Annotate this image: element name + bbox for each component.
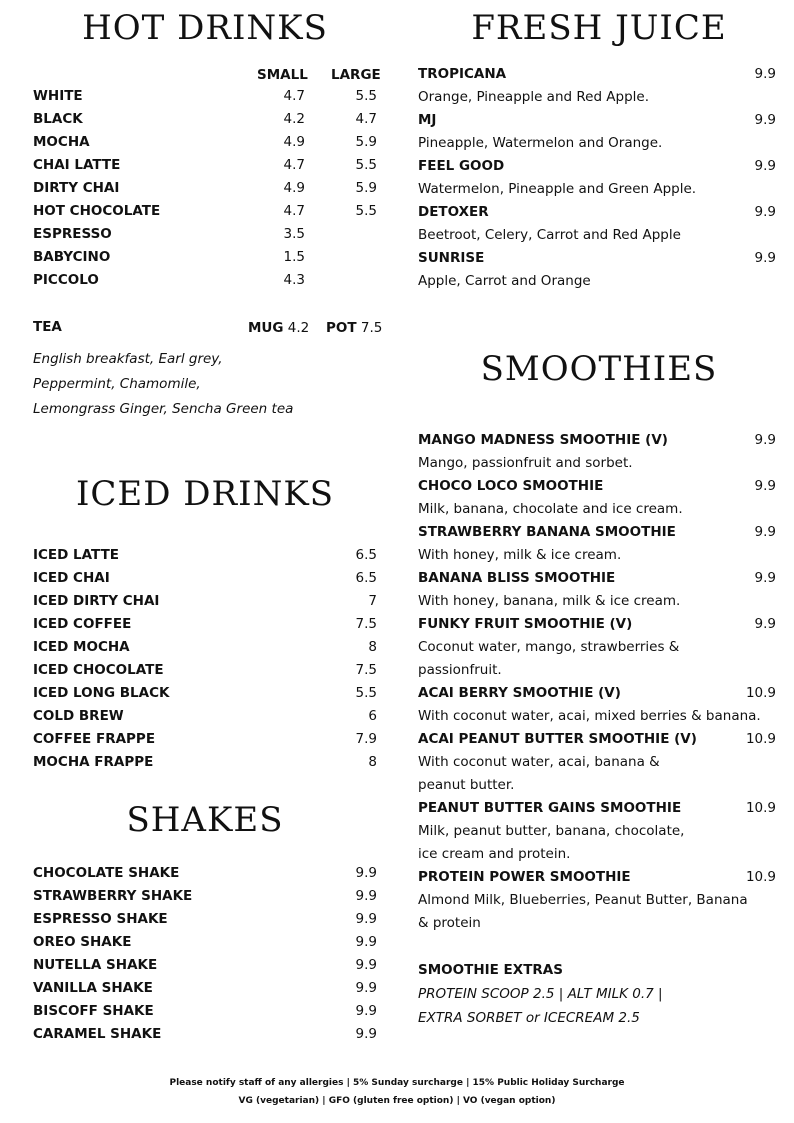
menu-row: [418, 109, 776, 132]
tea-name: TEA: [33, 319, 62, 335]
item-name: PEANUT BUTTER GAINS SMOOTHIE: [418, 800, 682, 816]
item-name: FUNKY FRUIT SMOOTHIE (V): [418, 616, 633, 632]
menu-row: [33, 246, 377, 269]
menu-row: [33, 613, 377, 636]
menu-row: [418, 728, 776, 751]
large-price: 5.9: [355, 134, 377, 150]
large-price: 5.9: [355, 180, 377, 196]
menu-row: [33, 908, 377, 931]
item-description: [418, 843, 776, 866]
item-price: 8: [368, 639, 377, 655]
item-price: 9.9: [355, 865, 377, 881]
item-name: BLACK: [33, 111, 83, 127]
item-name: STRAWBERRY BANANA SMOOTHIE: [418, 524, 676, 540]
item-name: ICED COFFEE: [33, 616, 132, 632]
fresh-juice-list: [418, 63, 776, 293]
item-name: ICED CHAI: [33, 570, 110, 586]
menu-row: [418, 613, 776, 636]
hot-drinks-title: HOT DRINKS: [82, 8, 328, 48]
item-name: ICED MOCHA: [33, 639, 130, 655]
tea-variety-line: English breakfast, Earl grey,: [33, 351, 223, 367]
item-name: PICCOLO: [33, 272, 99, 288]
menu-row: [418, 797, 776, 820]
item-name: CARAMEL SHAKE: [33, 1026, 162, 1042]
smoothies-title: SMOOTHIES: [480, 349, 718, 389]
item-name: BANANA BLISS SMOOTHIE: [418, 570, 616, 586]
item-price: 5.5: [355, 685, 377, 701]
menu-row: [33, 931, 377, 954]
description-line: ice cream and protein.: [418, 846, 571, 862]
item-name: CHOCOLATE SHAKE: [33, 865, 180, 881]
smoothie-extras-line: EXTRA SORBET or ICECREAM 2.5: [418, 1010, 640, 1026]
menu-row: [33, 659, 377, 682]
smoothie-extras-title: SMOOTHIE EXTRAS: [418, 962, 563, 978]
item-description: [418, 270, 776, 293]
menu-row: [33, 885, 377, 908]
description-line: Beetroot, Celery, Carrot and Red Apple: [418, 227, 681, 243]
tea-mug-label: MUG: [248, 320, 284, 336]
item-price: 9.9: [754, 158, 776, 174]
item-name: VANILLA SHAKE: [33, 980, 153, 996]
item-name: OREO SHAKE: [33, 934, 132, 950]
item-name: MOCHA FRAPPE: [33, 754, 154, 770]
menu-row: [418, 247, 776, 270]
item-price: 7.5: [355, 616, 377, 632]
menu-row: [33, 85, 377, 108]
menu-row: [33, 223, 377, 246]
item-price: 9.9: [754, 432, 776, 448]
description-line: With coconut water, acai, mixed berries & banana.: [418, 708, 761, 724]
description-line: Almond Milk, Blueberries, Peanut Butter, Banana: [418, 892, 748, 908]
item-price: 9.9: [754, 524, 776, 540]
item-price: 9.9: [355, 911, 377, 927]
large-column-header: LARGE: [331, 67, 381, 83]
item-price: 9.9: [355, 980, 377, 996]
description-line: With honey, milk & ice cream.: [418, 547, 622, 563]
menu-row: [33, 1000, 377, 1023]
menu-row: [33, 636, 377, 659]
item-description: [418, 705, 776, 728]
item-price: 6.5: [355, 570, 377, 586]
menu-row: [33, 567, 377, 590]
large-price: 5.5: [355, 88, 377, 104]
item-name: WHITE: [33, 88, 83, 104]
item-price: 7.5: [355, 662, 377, 678]
item-name: NUTELLA SHAKE: [33, 957, 158, 973]
shakes-title: SHAKES: [126, 800, 284, 840]
item-price: 9.9: [754, 570, 776, 586]
item-name: TROPICANA: [418, 66, 507, 82]
item-name: FEEL GOOD: [418, 158, 505, 174]
menu-row: [418, 567, 776, 590]
small-price: 1.5: [283, 249, 305, 265]
description-line: peanut butter.: [418, 777, 515, 793]
hot-drinks-list: [33, 85, 377, 292]
item-name: ICED CHOCOLATE: [33, 662, 164, 678]
item-price: 10.9: [745, 731, 776, 747]
description-line: Pineapple, Watermelon and Orange.: [418, 135, 663, 151]
small-price: 4.3: [283, 272, 305, 288]
item-description: [418, 132, 776, 155]
item-name: ICED DIRTY CHAI: [33, 593, 160, 609]
large-price: 5.5: [355, 203, 377, 219]
item-price: 10.9: [745, 800, 776, 816]
item-name: HOT CHOCOLATE: [33, 203, 161, 219]
item-price: 9.9: [754, 616, 776, 632]
smoothies-list: [418, 429, 776, 935]
menu-row: [33, 728, 377, 751]
tea-mug-price: [248, 320, 309, 336]
item-description: [418, 86, 776, 109]
menu-row: [33, 269, 377, 292]
small-price: 4.9: [283, 134, 305, 150]
menu-row: [418, 429, 776, 452]
description-line: Milk, peanut butter, banana, chocolate,: [418, 823, 685, 839]
fresh-juice-title: FRESH JUICE: [471, 8, 727, 48]
menu-row: [33, 977, 377, 1000]
tea-variety-line: Peppermint, Chamomile,: [33, 376, 201, 392]
menu-row: [418, 682, 776, 705]
item-price: 6: [368, 708, 377, 724]
menu-row: [418, 201, 776, 224]
iced-drinks-list: [33, 544, 377, 774]
menu-row: [33, 200, 377, 223]
item-price: 9.9: [355, 934, 377, 950]
item-description: [418, 544, 776, 567]
description-line: & protein: [418, 915, 481, 931]
description-line: Orange, Pineapple and Red Apple.: [418, 89, 650, 105]
item-price: 9.9: [355, 888, 377, 904]
smoothie-extras-lines: [418, 982, 663, 1030]
item-price: 8: [368, 754, 377, 770]
item-name: ICED LONG BLACK: [33, 685, 170, 701]
item-price: 9.9: [355, 957, 377, 973]
menu-row: [418, 155, 776, 178]
iced-drinks-title: ICED DRINKS: [75, 474, 335, 514]
menu-row: [33, 154, 377, 177]
small-price: 4.7: [283, 88, 305, 104]
item-name: ESPRESSO SHAKE: [33, 911, 168, 927]
item-description: [418, 751, 776, 774]
item-price: 9.9: [754, 204, 776, 220]
menu-row: [418, 475, 776, 498]
item-description: [418, 774, 776, 797]
menu-row: [418, 866, 776, 889]
menu-row: [33, 544, 377, 567]
description-line: Watermelon, Pineapple and Green Apple.: [418, 181, 697, 197]
footer-dietary-legend: VG (vegetarian) | GFO (gluten free option) | VO (vegan option): [238, 1096, 556, 1106]
item-price: 9.9: [355, 1003, 377, 1019]
item-description: [418, 820, 776, 843]
shakes-list: [33, 862, 377, 1046]
item-price: 9.9: [754, 66, 776, 82]
large-price: 4.7: [355, 111, 377, 127]
item-price: 10.9: [745, 685, 776, 701]
item-name: ESPRESSO: [33, 226, 112, 242]
menu-row: [418, 63, 776, 86]
item-name: DIRTY CHAI: [33, 180, 120, 196]
small-price: 3.5: [283, 226, 305, 242]
menu-row: [33, 705, 377, 728]
item-description: [418, 889, 776, 912]
small-column-header: SMALL: [257, 67, 308, 83]
item-name: BISCOFF SHAKE: [33, 1003, 154, 1019]
item-name: MANGO MADNESS SMOOTHIE (V): [418, 432, 668, 448]
description-line: With honey, banana, milk & ice cream.: [418, 593, 681, 609]
item-description: [418, 452, 776, 475]
item-description: [418, 636, 776, 659]
menu-row: [33, 590, 377, 613]
small-price: 4.2: [283, 111, 305, 127]
tea-pot-price: [326, 320, 382, 336]
item-price: 9.9: [754, 112, 776, 128]
description-line: Coconut water, mango, strawberries &: [418, 639, 680, 655]
item-name: DETOXER: [418, 204, 489, 220]
description-line: Mango, passionfruit and sorbet.: [418, 455, 633, 471]
small-price: 4.9: [283, 180, 305, 196]
item-name: COLD BREW: [33, 708, 124, 724]
tea-variety-line: Lemongrass Ginger, Sencha Green tea: [33, 401, 294, 417]
item-price: 6.5: [355, 547, 377, 563]
item-name: CHAI LATTE: [33, 157, 121, 173]
item-price: 7.9: [355, 731, 377, 747]
item-name: PROTEIN POWER SMOOTHIE: [418, 869, 631, 885]
item-price: 9.9: [754, 478, 776, 494]
small-price: 4.7: [283, 157, 305, 173]
description-line: With coconut water, acai, banana &: [418, 754, 660, 770]
tea-varieties: [33, 347, 293, 422]
description-line: passionfruit.: [418, 662, 502, 678]
item-name: CHOCO LOCO SMOOTHIE: [418, 478, 604, 494]
tea-mug-value: 4.2: [287, 320, 310, 336]
item-name: MJ: [418, 112, 437, 128]
menu-row: [33, 1023, 377, 1046]
large-price: 5.5: [355, 157, 377, 173]
item-name: STRAWBERRY SHAKE: [33, 888, 193, 904]
menu-row: [33, 177, 377, 200]
item-name: ACAI PEANUT BUTTER SMOOTHIE (V): [418, 731, 697, 747]
item-description: [418, 590, 776, 613]
footer-allergy-note: Please notify staff of any allergies | 5% Sunday surcharge | 15% Public Holiday Surcharge: [169, 1078, 625, 1088]
item-name: ACAI BERRY SMOOTHIE (V): [418, 685, 621, 701]
menu-row: [33, 751, 377, 774]
small-price: 4.7: [283, 203, 305, 219]
menu-row: [418, 521, 776, 544]
menu-row: [33, 682, 377, 705]
item-name: COFFEE FRAPPE: [33, 731, 156, 747]
menu-row: [33, 954, 377, 977]
item-price: 10.9: [745, 869, 776, 885]
item-price: 9.9: [754, 250, 776, 266]
menu-row: [33, 131, 377, 154]
item-name: SUNRISE: [418, 250, 485, 266]
description-line: Apple, Carrot and Orange: [418, 273, 591, 289]
item-description: [418, 224, 776, 247]
menu-row: [33, 108, 377, 131]
smoothie-extras-line: PROTEIN SCOOP 2.5 | ALT MILK 0.7 |: [418, 986, 663, 1002]
item-description: [418, 912, 776, 935]
item-price: 7: [368, 593, 377, 609]
item-description: [418, 178, 776, 201]
item-description: [418, 498, 776, 521]
item-name: ICED LATTE: [33, 547, 120, 563]
item-name: BABYCINO: [33, 249, 111, 265]
tea-pot-value: 7.5: [360, 320, 383, 336]
item-description: [418, 659, 776, 682]
description-line: Milk, banana, chocolate and ice cream.: [418, 501, 683, 517]
item-name: MOCHA: [33, 134, 90, 150]
item-price: 9.9: [355, 1026, 377, 1042]
menu-row: [33, 862, 377, 885]
tea-pot-label: POT: [326, 320, 357, 336]
